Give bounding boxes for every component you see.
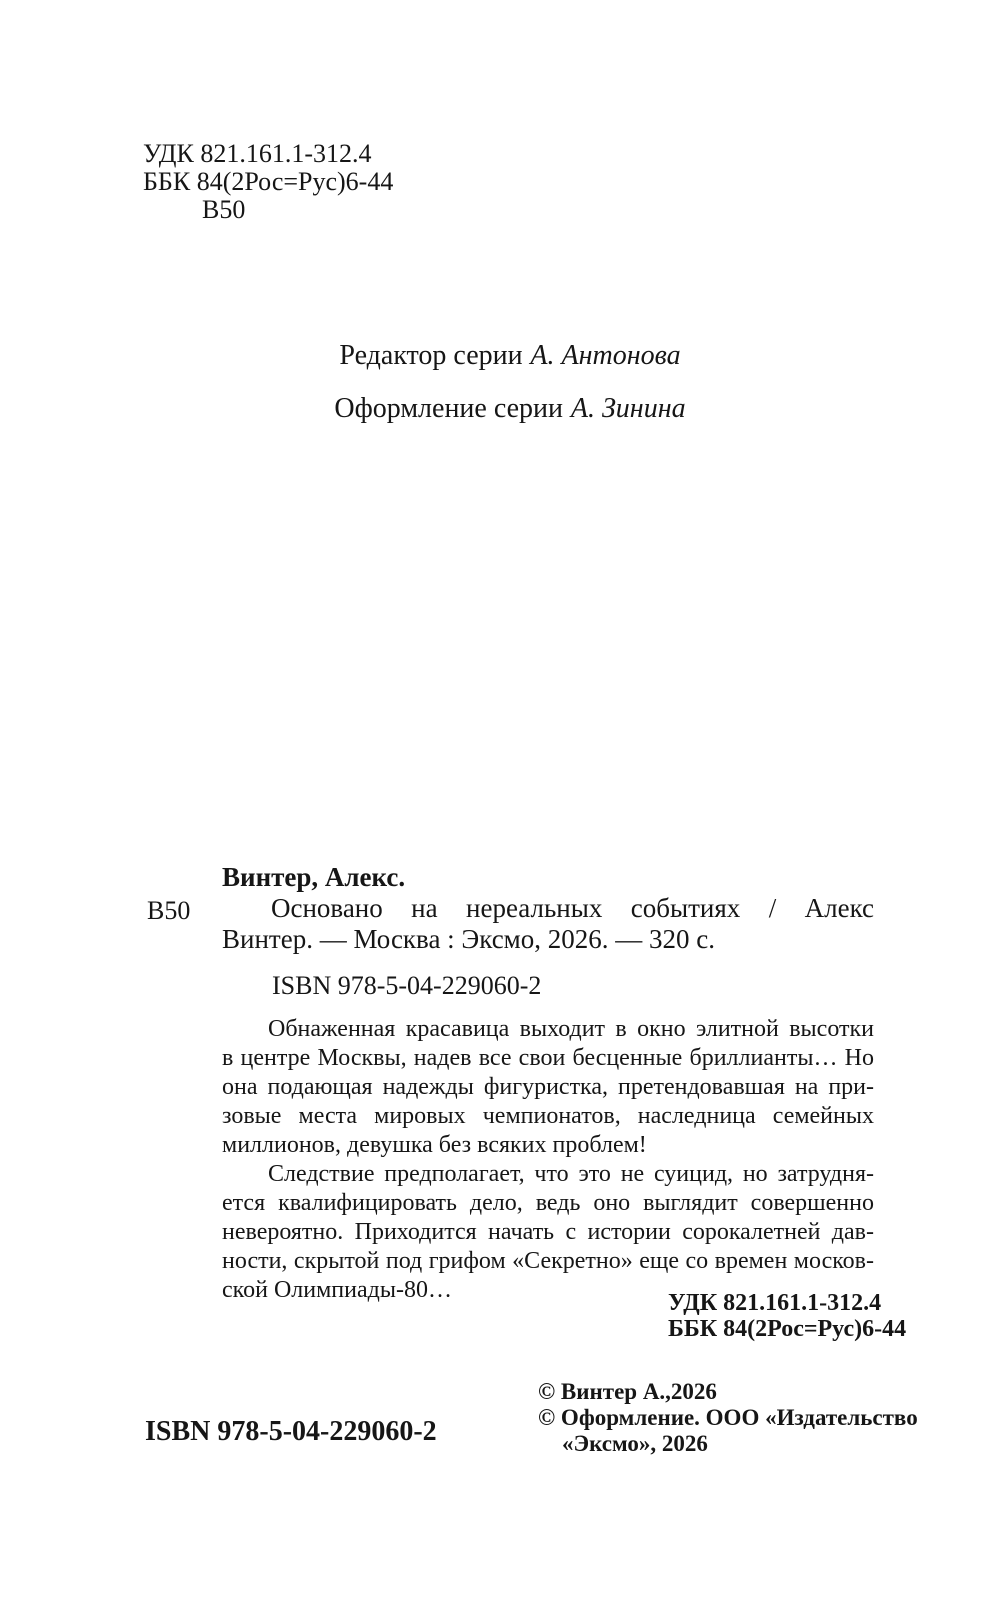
annotation-paragraph-1 [222, 1015, 874, 1160]
catalog-isbn: ISBN 978-5-04-229060-2 [272, 971, 542, 1000]
annotation-line: она подающая надежды фигуристка, претендовавшая на при- [222, 1074, 874, 1100]
catalog-title-line: Основано на нереальных событиях / Алекс [271, 893, 874, 923]
imprint-udk: УДК 821.161.1-312.4 [668, 1290, 882, 1316]
annotation-line: невероятно. Приходится начать с истории сорокалетней дав- [222, 1219, 874, 1245]
annotation-line: миллионов, девушка без всяких проблем! [222, 1132, 647, 1158]
catalog-bibliographic-description [222, 893, 874, 955]
series-credits [143, 338, 877, 427]
copyright-design-line: © Оформление. ООО «Издательство [538, 1405, 918, 1430]
series-designer-line [143, 391, 877, 427]
annotation-line: ности, скрытой под грифом «Секретно» еще со времен москов- [222, 1248, 874, 1274]
annotation-line: зовые места мировых чемпионатов, наследница семейных [222, 1103, 874, 1129]
top-classification-block [143, 140, 393, 224]
catalog-author-heading: Винтер, Алекс. [222, 862, 406, 892]
series-designer-label: Оформление серии [334, 393, 564, 424]
series-editor-label: Редактор серии [339, 340, 523, 371]
series-editor-name: А. Антонова [530, 340, 681, 371]
imprint-classification-block [668, 1290, 906, 1342]
imprint-bbk: ББК 84(2Рос=Рус)6-44 [668, 1316, 907, 1342]
copyright-design-line-2: «Эксмо», 2026 [562, 1431, 708, 1456]
annotation-line: ской Олимпиады-80… [222, 1277, 452, 1303]
annotation-paragraph-2 [222, 1160, 874, 1305]
author-sign-code: В50 [202, 195, 246, 224]
isbn-bottom: ISBN 978-5-04-229060-2 [145, 1416, 437, 1447]
annotation-line: в центре Москвы, надев все свои бесценные бриллианты… Но [222, 1045, 874, 1071]
annotation-line: ется квалифицировать дело, ведь оно выглядит совершенно [222, 1190, 874, 1216]
copyright-author-line: © Винтер А.,2026 [538, 1379, 717, 1404]
annotation [222, 1015, 874, 1305]
copyright-block [538, 1379, 918, 1457]
catalog-author-sign: В50 [147, 896, 191, 925]
series-designer-name: А. Зинина [570, 393, 686, 424]
udk-line: УДК 821.161.1-312.4 [143, 139, 372, 168]
catalog-title-line: Винтер. — Москва : Эксмо, 2026. — 320 с. [222, 924, 716, 954]
series-editor-line [143, 338, 877, 374]
bbk-line: ББК 84(2Рос=Рус)6-44 [143, 167, 394, 196]
annotation-line: Обнаженная красавица выходит в окно элитной высотки [268, 1016, 874, 1042]
annotation-line: Следствие предполагает, что это не суицид, но затрудня- [268, 1161, 874, 1187]
